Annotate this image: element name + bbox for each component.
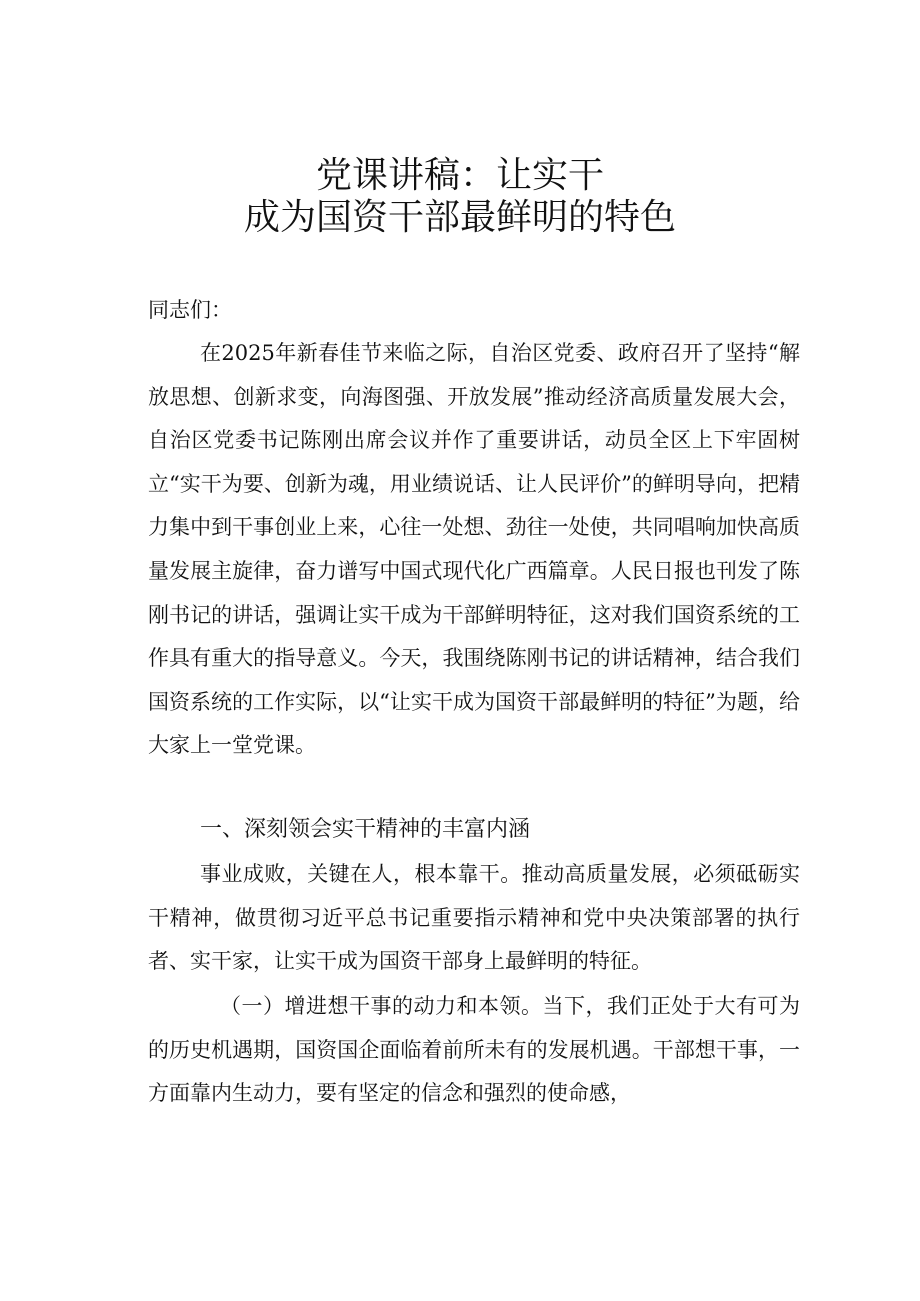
section-heading: 一、深刻领会实干精神的丰富内涵	[200, 817, 531, 842]
intro-paragraph: 在2025年新春佳节来临之际，自治区党委、政府召开了坚持“解放思想、创新求变，向海图强、开放发展”推动经济高质量发展大会，自治区党委书记陈刚出席会议并作了重要讲话，动员全区上下牢固树立“实干为要、创新为魂，用业绩说话、让人民评价”的鲜明导向，把精力集中到干事创业上来，心往一处想、劲往一处使，共同唱响加快高质量发展主旋律，奋力谱写中国式现代化广西篇章。人民日报也刊发了陈刚书记的讲话，强调让实干成为干部鲜明特征，这对我们国资系统的工作具有重大的指导意义。今天，我围绕陈刚书记的讲话精神，结合我们国资系统的工作实际，以“让实干成为国资干部最鲜明的特征”为题，给大家上一堂党课。	[148, 341, 800, 758]
document-title-line-1: 党课讲稿：让实干	[315, 155, 604, 196]
section-paragraph: 事业成败，关键在人，根本靠干。推动高质量发展，必须砥砺实干精神，做贯彻习近平总书记重要指示精神和党中央决策部署的执行者、实干家，让实干成为国资干部身上最鲜明的特征。	[148, 862, 800, 974]
document-title-line-2: 成为国资干部最鲜明的特色	[243, 197, 676, 238]
subsection-paragraph: （一）增进想干事的动力和本领。当下，我们正处于大有可为的历史机遇期，国资国企面临着前所未有的发展机遇。干部想干事，一方面靠内生动力，要有坚定的信念和强烈的使命感，	[148, 994, 800, 1106]
salutation: 同志们：	[148, 298, 232, 322]
